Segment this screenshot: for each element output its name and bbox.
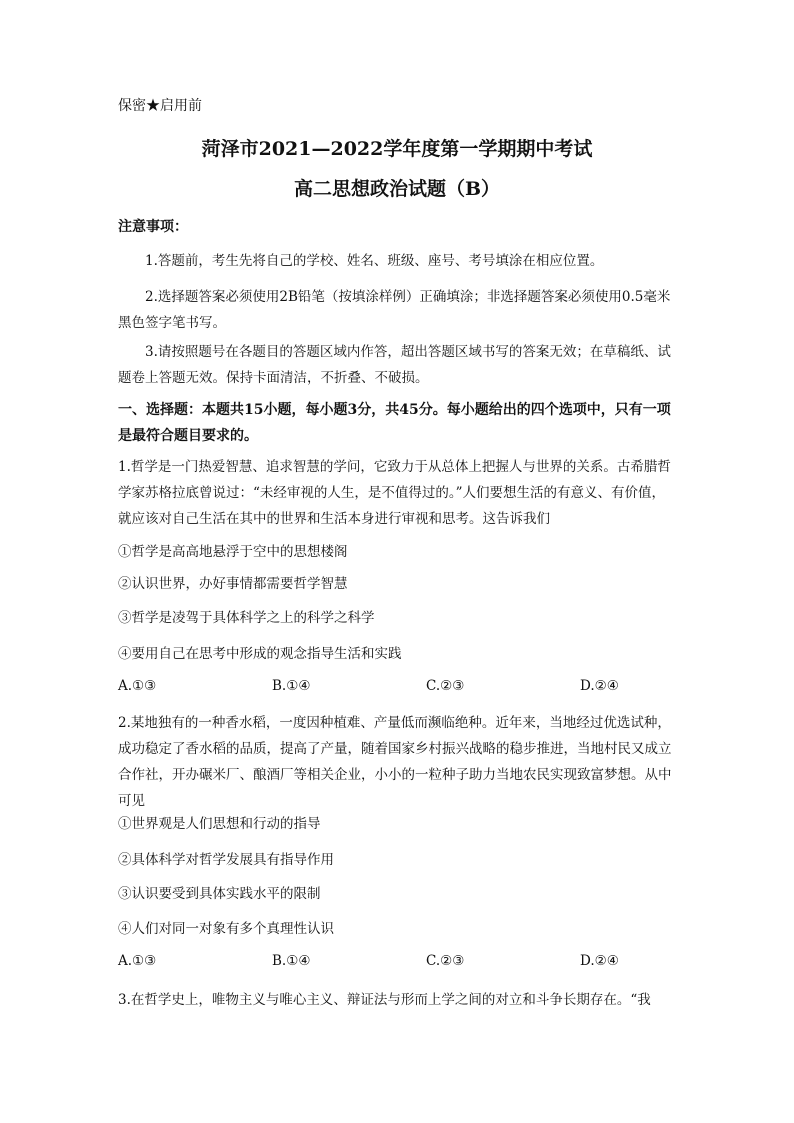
q1-statement-3: ③哲学是凌驾于具体科学之上的科学之科学 xyxy=(118,610,375,626)
q1-choice-a[interactable]: A.①③ xyxy=(118,678,157,694)
q2-statement-1: ①世界观是人们思想和行动的指导 xyxy=(118,816,321,832)
notice-item-3: 3.请按照题号在各题目的答题区域内作答，超出答题区域书写的答案无效；在草稿纸、试题卷上答题无效。保持卡面清洁，不折叠、不破损。 xyxy=(118,344,671,386)
q2-choice-c[interactable]: C.②③ xyxy=(426,953,465,969)
q1-choice-b[interactable]: B.①④ xyxy=(272,678,311,694)
section-heading: 一、选择题：本题共15小题，每小题3分，共45分。每小题给出的四个选项中，只有一项是最符合题目要求的。 xyxy=(118,402,671,444)
notice-heading: 注意事项： xyxy=(118,219,188,235)
question-3-stem: 3.在哲学史上，唯物主义与唯心主义、辩证法与形而上学之间的对立和斗争长期存在。“我 xyxy=(118,992,651,1008)
q2-statement-4: ④人们对同一对象有多个真理性认识 xyxy=(118,921,334,937)
q2-choice-a[interactable]: A.①③ xyxy=(118,953,157,969)
q1-statement-2: ②认识世界，办好事情都需要哲学智慧 xyxy=(118,576,348,592)
q2-choices xyxy=(118,953,678,973)
q1-choice-c[interactable]: C.②③ xyxy=(426,678,465,694)
notice-item-2: 2.选择题答案必须使用2B铅笔（按填涂样例）正确填涂；非选择题答案必须使用0.5毫米黑色签字笔书写。 xyxy=(118,289,671,331)
q1-statement-1: ①哲学是高高地悬浮于空中的思想楼阁 xyxy=(118,544,348,560)
q2-statement-2: ②具体科学对哲学发展具有指导作用 xyxy=(118,852,334,868)
q2-choice-b[interactable]: B.①④ xyxy=(272,953,311,969)
exam-subtitle: 高二思想政治试题（B） xyxy=(293,178,501,200)
confidential-label: 保密★启用前 xyxy=(118,98,202,114)
exam-title: 菏泽市2021—2022学年度第一学期期中考试 xyxy=(201,138,593,160)
question-2-stem: 2.某地独有的一种香水稻，一度因种植难、产量低而濒临绝种。近年来，当地经过优选试种，成功稳定了香水稻的品质，提高了产量，随着国家乡村振兴战略的稳步推进，当地村民又成立合作社，开办碾米厂、酿酒厂等相关企业，小小的一粒种子助力当地农民实现致富梦想。从中可见 xyxy=(118,715,672,809)
q2-choice-d[interactable]: D.②④ xyxy=(580,953,619,969)
question-1-stem: 1.哲学是一门热爱智慧、追求智慧的学问，它致力于从总体上把握人与世界的关系。古希腊哲学家苏格拉底曾说过：“未经审视的人生，是不值得过的。”人们要想生活的有意义、有价值，就应该对自己生活在其中的世界和生活本身进行审视和思考。这告诉我们 xyxy=(118,459,671,527)
q2-statement-3: ③认识要受到具体实践水平的限制 xyxy=(118,886,321,902)
q1-choice-d[interactable]: D.②④ xyxy=(580,678,619,694)
q1-choices xyxy=(118,678,678,698)
q1-statement-4: ④要用自己在思考中形成的观念指导生活和实践 xyxy=(118,646,402,662)
notice-item-1: 1.答题前，考生先将自己的学校、姓名、班级、座号、考号填涂在相应位置。 xyxy=(145,253,604,269)
